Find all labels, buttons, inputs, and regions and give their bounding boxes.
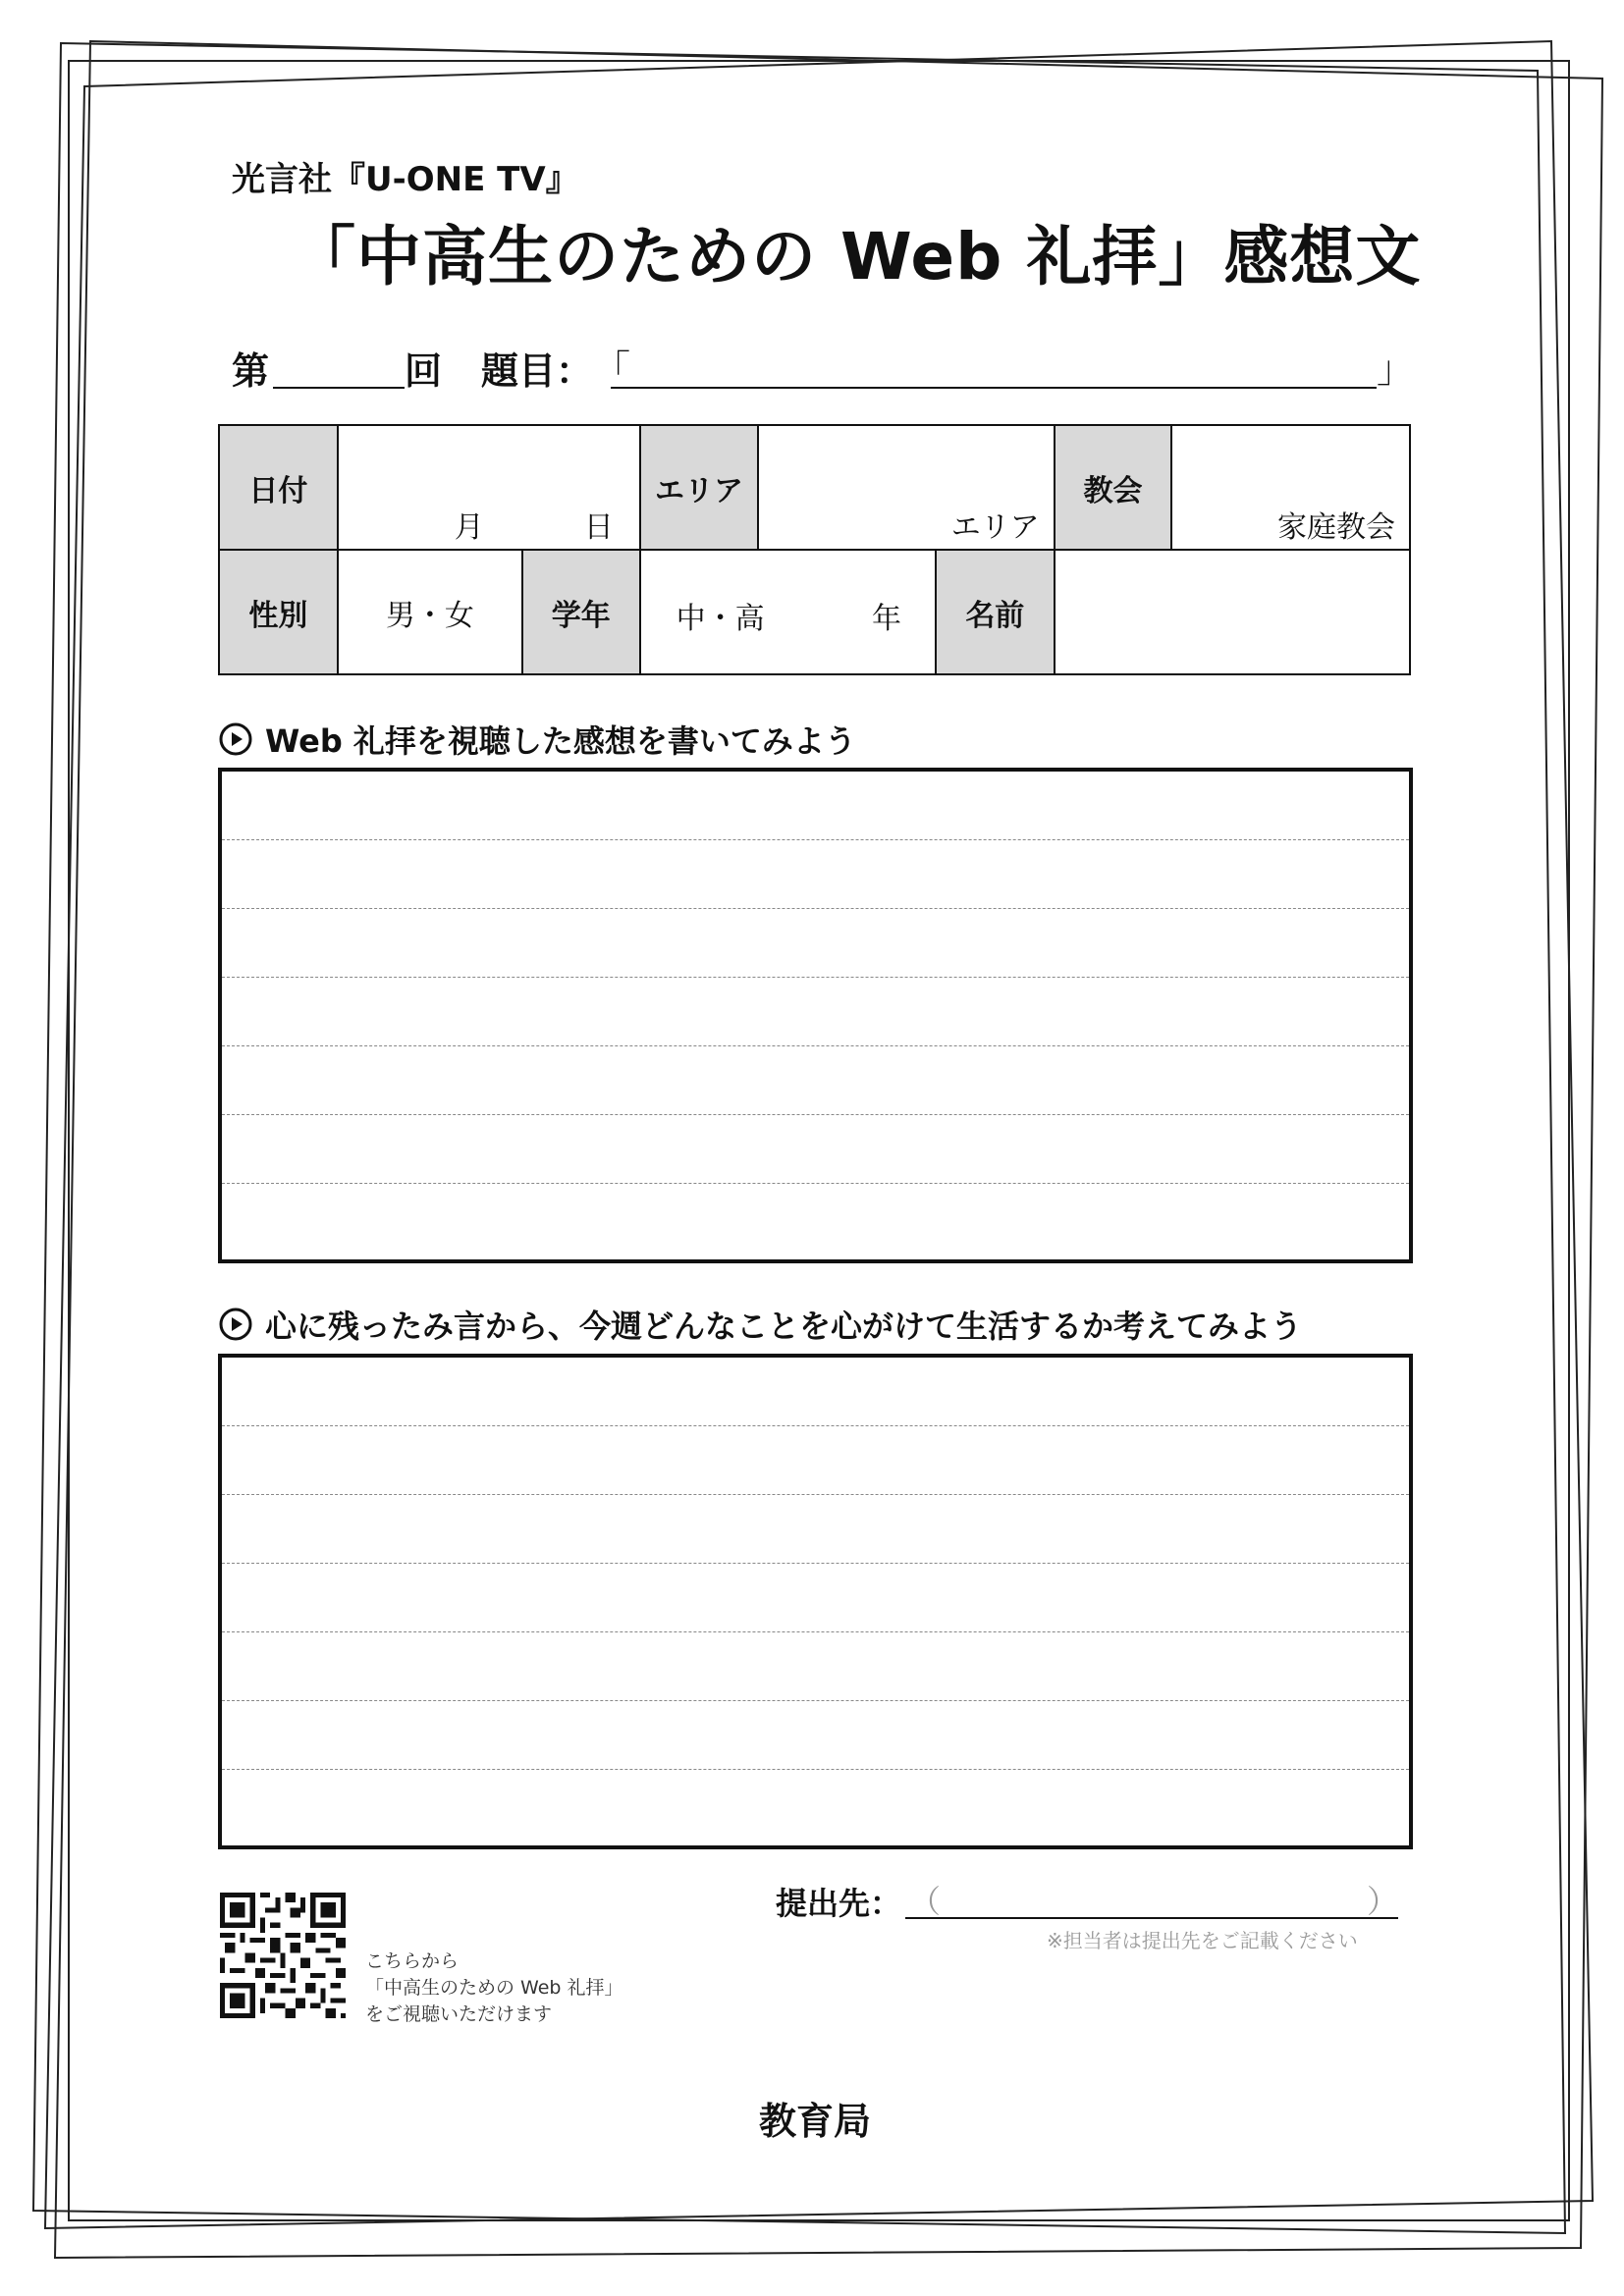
play-circle-icon [218,1307,253,1342]
writing-line [222,840,1409,909]
month-unit: 月 [454,510,484,545]
grade-label: 学年 [522,550,640,674]
writing-line [222,1115,1409,1184]
impressions-writing-box[interactable] [218,768,1413,1263]
qr-note-line: をご視聴いただけます [365,2003,553,2025]
submission-note: ※担当者は提出先をご記載ください [1047,1929,1358,1952]
issuer-name: 教育局 [759,2100,872,2143]
church-field[interactable] [1171,425,1410,550]
gender-options: 男・女 [385,598,474,633]
writing-line [222,1358,1409,1426]
qr-note [365,1949,623,2028]
writing-line [222,1770,1409,1839]
info-table [218,424,1411,675]
gender-label: 性別 [219,550,338,674]
area-field[interactable] [758,425,1054,550]
writing-line [222,909,1409,978]
episode-number-field[interactable] [273,387,405,389]
theme-field[interactable] [611,387,1377,389]
reflection-prompt [218,1302,1302,1347]
qr-note-line: こちらから [365,1950,460,1972]
theme-close-bracket: 」 [1377,347,1415,391]
church-unit: 家庭教会 [1277,510,1395,545]
impressions-prompt [218,717,856,762]
reflection-writing-box[interactable] [218,1354,1413,1849]
writing-line [222,1426,1409,1495]
date-field[interactable] [338,425,640,550]
theme-label: 題目： [481,349,594,393]
episode-suffix: 回 [405,349,443,393]
grade-field[interactable] [640,550,936,674]
gender-field[interactable] [338,550,522,674]
writing-line [222,1701,1409,1770]
date-label: 日付 [219,425,338,550]
writing-line [222,1184,1409,1253]
church-label: 教会 [1055,425,1172,550]
page-title: 「中高生のための Web 礼拝」感想文 [291,219,1422,294]
qr-code-icon[interactable] [220,1893,346,2018]
submission-label: 提出先： [776,1885,902,1922]
episode-prefix: 第 [232,349,270,393]
day-unit: 日 [583,510,614,545]
writing-line [222,1632,1409,1701]
submission-open-paren: （ [909,1883,942,1920]
area-label: エリア [640,425,759,550]
impressions-prompt-text: Web 礼拝を視聴した感想を書いてみよう [265,722,856,760]
writing-line [222,1564,1409,1632]
name-field[interactable] [1055,550,1410,674]
theme-open-bracket: 「 [593,347,631,391]
submission-close-paren: ） [1367,1883,1399,1920]
writing-line [222,1495,1409,1564]
qr-note-line: 「中高生のための Web 礼拝」 [365,1977,623,1999]
writing-line [222,1046,1409,1115]
reflection-prompt-text: 心に残ったみ言から、今週どんなことを心がけて生活するか考えてみよう [265,1308,1303,1345]
name-label: 名前 [936,550,1055,674]
submission-field[interactable] [905,1917,1398,1919]
play-circle-icon [218,721,253,757]
writing-line [222,772,1409,840]
grade-options: 中・高 [676,602,765,636]
area-unit: エリア [950,510,1040,545]
writing-line [222,978,1409,1046]
grade-unit: 年 [871,602,901,636]
publisher-name: 光言社『U-ONE TV』 [232,160,579,199]
